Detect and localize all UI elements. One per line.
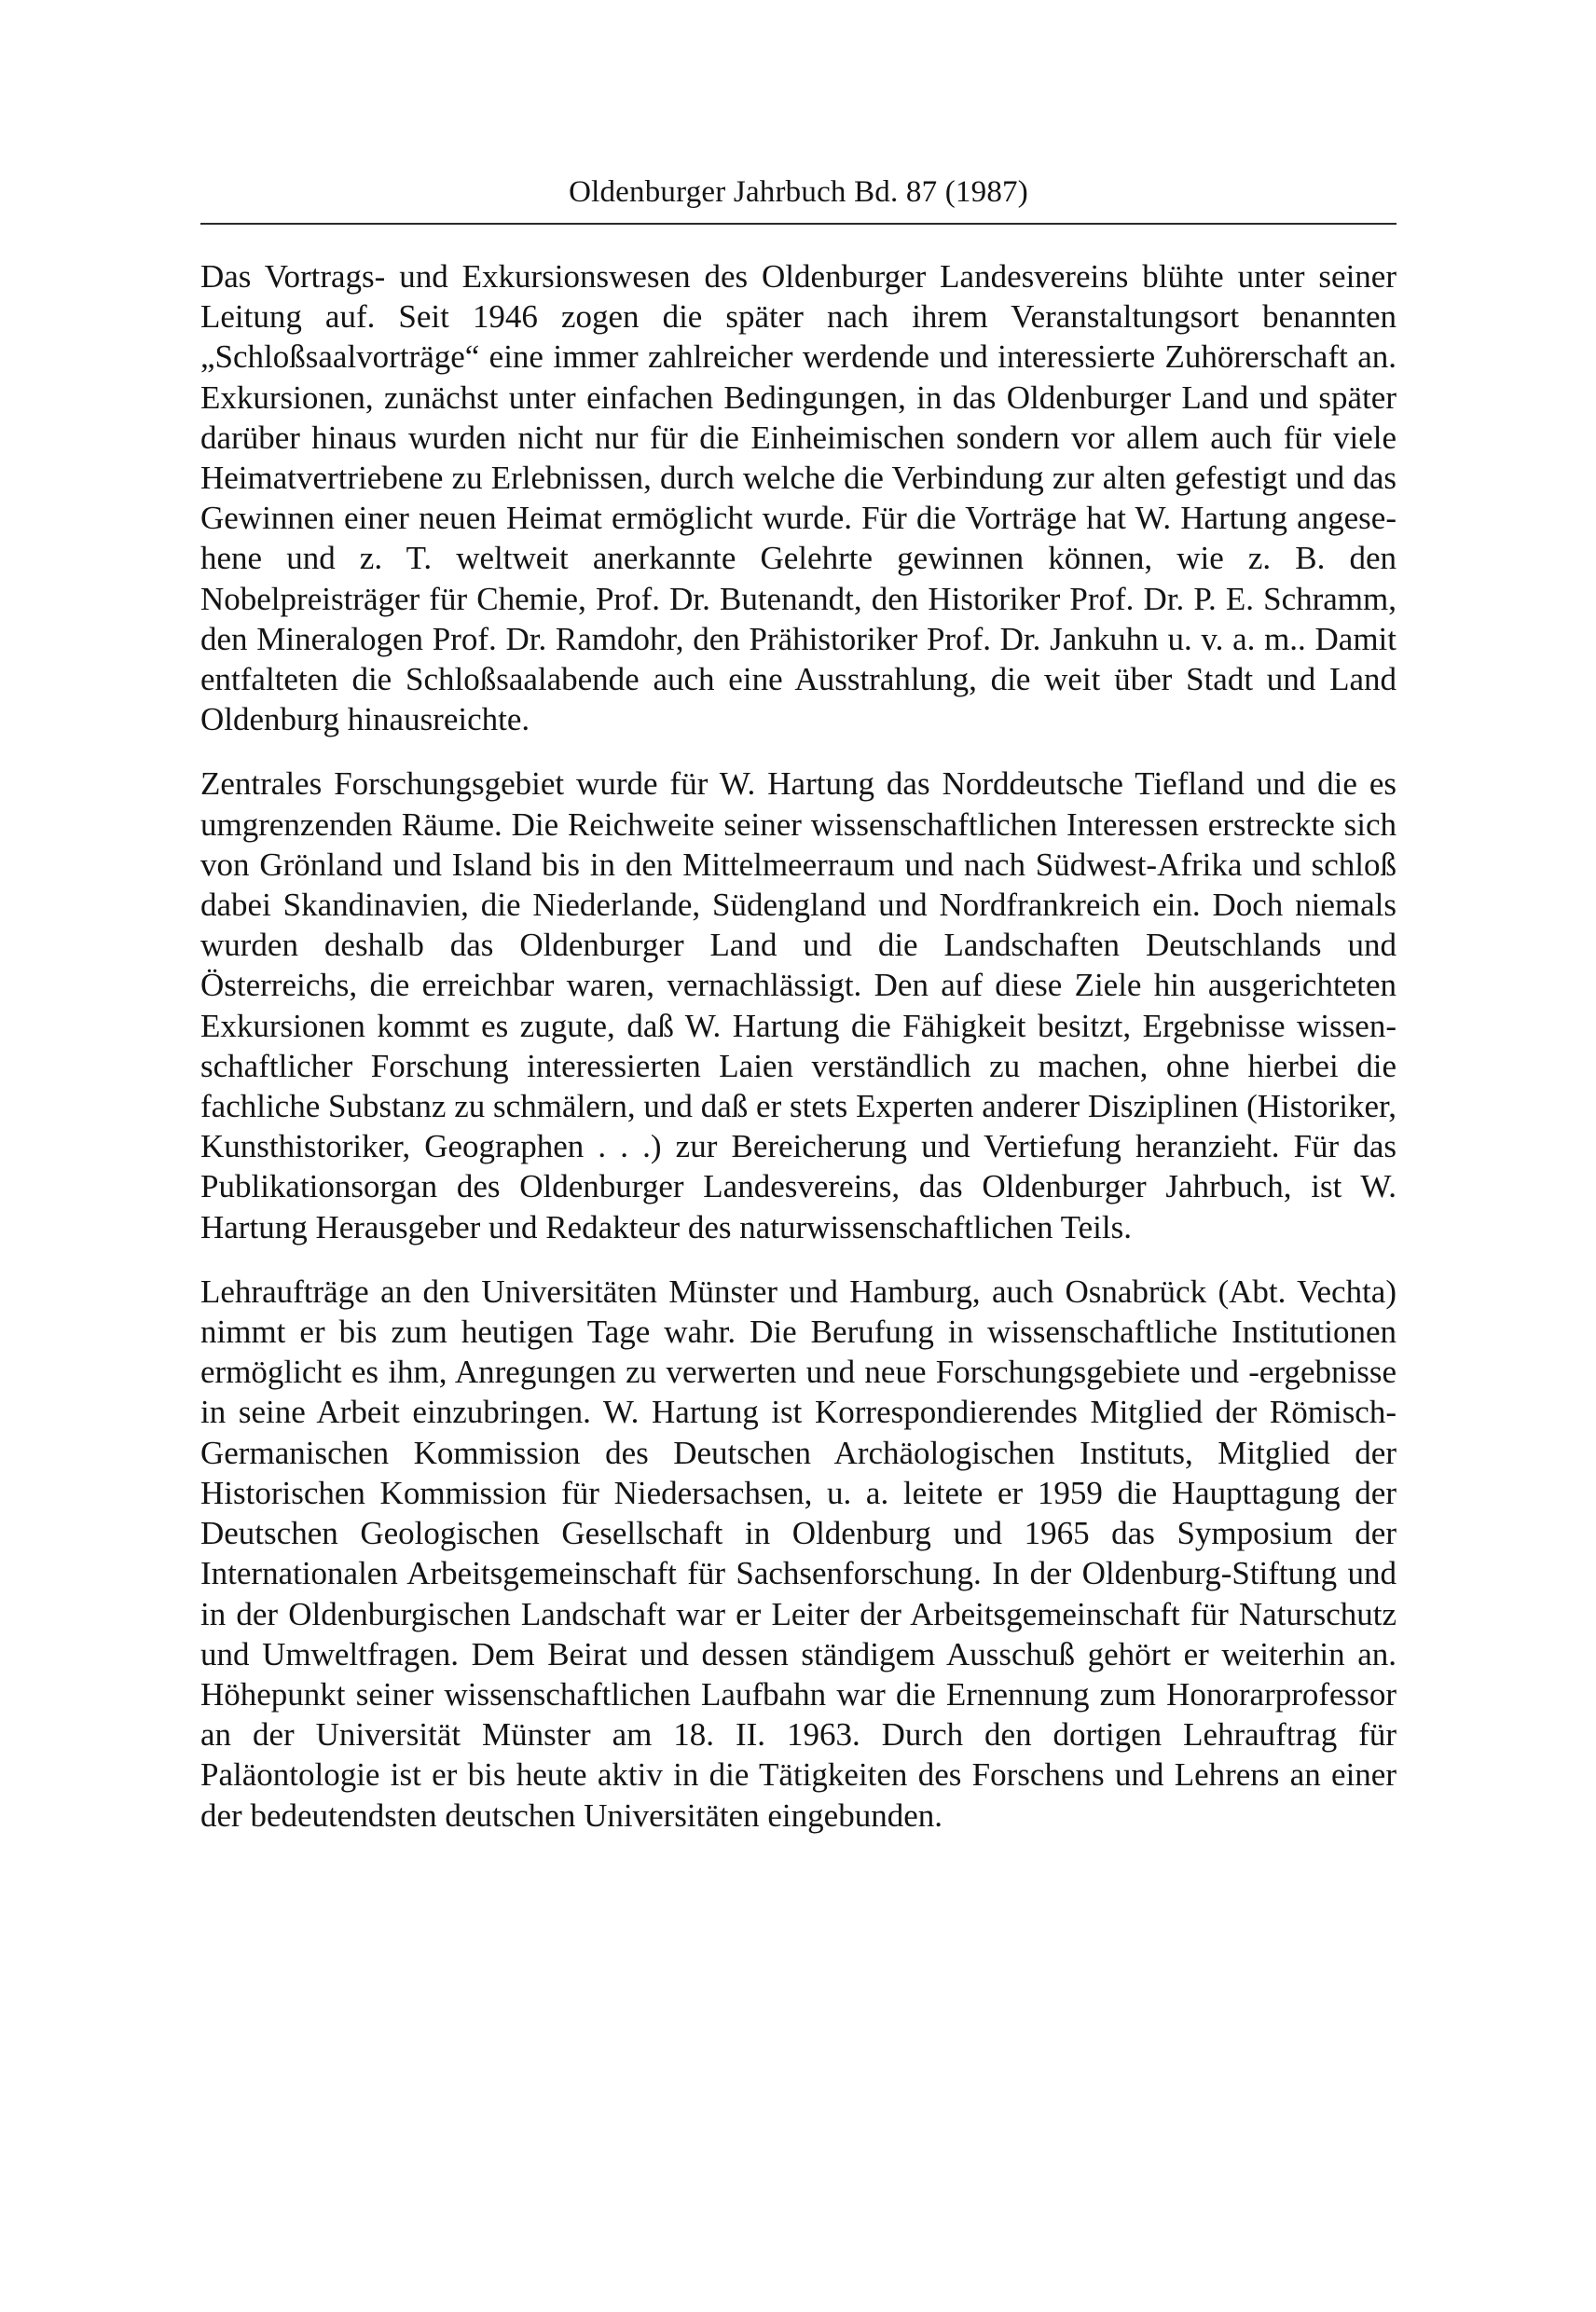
running-head: Oldenburger Jahrbuch Bd. 87 (1987): [569, 175, 1028, 209]
body-text: [200, 256, 1396, 1860]
header-rule: [200, 223, 1396, 225]
paragraph-teaching-appointments: Lehraufträge an den Universitäten Münster und Hamburg, auch Osnabrück (Abt. Vechta) nimmt er bis zum heutigen Tage wahr. Die Berufung in wissenschaftliche Institutionen ermöglicht es ihm, Anregungen zu verwerten und neue Forschungsgebiete und -ergebnisse in seine Arbeit einzubringen. W. Hartung ist Korrespondierendes Mitglied der Römisch-Germanischen Kommission des Deutschen Archäologischen Instituts, Mitglied der Historischen Kommission für Niedersachsen, u. a. leitete er 1959 die Haupttagung der Deutschen Geologischen Gesellschaft in Oldenburg und 1965 das Symposium der Internationalen Arbeitsgemeinschaft für Sachsenforschung. In der Oldenburg-Stiftung und in der Oldenburgischen Landschaft war er Leiter der Arbeitsgemeinschaft für Naturschutz und Umweltfragen. Dem Beirat und dessen ständigem Ausschuß gehört er weiterhin an. Höhepunkt seiner wissenschaftlichen Laufbahn war die Ernennung zum Honorarprofessor an der Universität Münster am 18. II. 1963. Durch den dortigen Lehrauftrag für Paläontologie ist er bis heute aktiv in die Tätigkeiten des Forschens und Lehrens an einer der bedeutendsten deutschen Universitäten eingebunden.: [200, 1273, 1396, 1834]
paragraph-lecture-program: Das Vortrags- und Exkursionswesen des Oldenburger Landesvereins blühte unter seiner Leitung auf. Seit 1946 zogen die später nach ihrem Veranstaltungsort benannten „Schloßsaalvorträge“ eine immer zahlreicher werdende und interessierte Zuhörerschaft an. Exkursionen, zunächst unter einfachen Bedingungen, in das Oldenburger Land und später darüber hinaus wurden nicht nur für die Einheimischen sondern vor allem auch für viele Heimatvertriebene zu Erlebnissen, durch welche die Verbindung zur alten gefestigt und das Gewinnen einer neuen Heimat ermöglicht wurde. Für die Vorträge hat W. Hartung angesehene und z. T. weltweit anerkannte Gelehrte gewinnen können, wie z. B. den Nobelpreisträger für Chemie, Prof. Dr. Butenandt, den Historiker Prof. Dr. P. E. Schramm, den Mineralogen Prof. Dr. Ramdohr, den Prähistoriker Prof. Dr. Jankuhn u. v. a. m.. Damit entfalteten die Schloßsaalabende auch eine Ausstrahlung, die weit über Stadt und Land Oldenburg hinausreichte.: [200, 258, 1396, 738]
paragraph-research-area: Zentrales Forschungsgebiet wurde für W. Hartung das Norddeutsche Tiefland und die es umgrenzenden Räume. Die Reichweite seiner wissenschaftlichen Interessen erstreckte sich von Grönland und Island bis in den Mittelmeerraum und nach Südwest-Afrika und schloß dabei Skandinavien, die Niederlande, Südengland und Nordfrankreich ein. Doch niemals wurden deshalb das Oldenburger Land und die Landschaften Deutschlands und Österreichs, die erreichbar waren, vernachlässigt. Den auf diese Ziele hin ausgerichteten Exkursionen kommt es zugute, daß W. Hartung die Fähigkeit besitzt, Ergebnisse wissenschaftlicher Forschung interessierten Laien verständlich zu machen, ohne hierbei die fachliche Substanz zu schmälern, und daß er stets Experten anderer Disziplinen (Historiker, Kunsthistoriker, Geographen . . .) zur Bereicherung und Vertiefung heranzieht. Für das Publikationsorgan des Oldenburger Landesvereins, das Oldenburger Jahrbuch, ist W. Hartung Herausgeber und Redakteur des naturwissenschaftlichen Teils.: [200, 765, 1396, 1245]
